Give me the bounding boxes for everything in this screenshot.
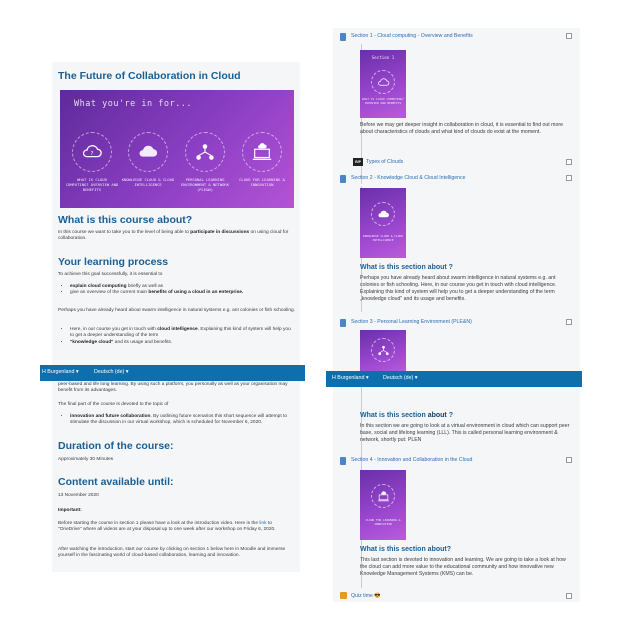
cloud-question-icon (371, 70, 395, 94)
nav-bar-left (40, 365, 305, 381)
section-4-row[interactable] (340, 456, 576, 466)
cloud-icon (128, 132, 168, 172)
sections-panel (333, 28, 580, 602)
banner-title: What you're in for... (74, 99, 192, 109)
important-label: Important: (58, 508, 82, 513)
thumb-caption: CLOUD FOR LEARNING & INNOVATION (365, 518, 401, 526)
section-1-row[interactable] (340, 32, 576, 42)
banner-label-3: PERSONAL LEARNING ENVIRONMENT & NETWORK (PLE&N) (180, 177, 229, 192)
section-2-heading: What is this section about ? (360, 264, 453, 271)
learning-process-list-3: • innovation and future collaboration. By outlining future scenarios this short sequence will attempt to stimulate the discussion in our virtual workshop, which is scheduled for November 6, 2020. (58, 414, 296, 427)
section-1-thumbnail (360, 50, 406, 118)
section-2-row[interactable] (340, 174, 576, 184)
document-icon (340, 319, 346, 327)
document-icon (340, 457, 346, 465)
section-3-description: In this section we are going to look at a virtual environment in cloud which can support peer base, social and lifelong learning (LLL). This is called personal learning environment & network, shortly put: PLEN (360, 423, 570, 443)
section-3-link[interactable]: Section 3 - Personal Learning Environment (PLE&N) (351, 319, 472, 325)
section-4-checkbox[interactable] (566, 457, 572, 463)
learning-process-p3: peer-based and life long learning. By using such a platform, you personally as well as your organisation may benefit from its advantages. (58, 382, 288, 394)
learning-process-heading: Your learning process (58, 256, 169, 268)
language-selector[interactable]: Deutsch (de) ▾ (383, 375, 418, 381)
duration-heading: Duration of the course: (58, 440, 174, 452)
section-4-description: This last section is devoted to innovation and learning. We are going to take a look at how the cloud can add more value to the educational community and how innovative new Knowledge Management Systems (KMS) can be. (360, 557, 566, 577)
section-3-checkbox[interactable] (566, 319, 572, 325)
types-of-clouds-link[interactable]: Types of Clouds (366, 159, 404, 165)
cloud-icon (371, 202, 395, 226)
types-of-clouds-row[interactable] (353, 158, 576, 168)
nav-bar-right (326, 371, 582, 387)
section-2-thumbnail (360, 188, 406, 258)
network-icon (185, 132, 225, 172)
section-1-checkbox[interactable] (566, 33, 572, 39)
banner-label-4: CLOUD FOR LEARNING & INNOVATION (239, 177, 285, 187)
quiz-checkbox-icon (340, 592, 347, 599)
important-text: Before starting the course in section 1 please have a look at the introduction video. Here is the link to "OneDrive" where all videos are at your disposal up to one week after our workshop on Friday 6, 2020. (58, 521, 276, 533)
section-1-link[interactable]: Section 1 - Cloud computing - Overview and Benefits (351, 33, 473, 39)
course-title: The Future of Collaboration in Cloud (58, 70, 241, 82)
course-banner (60, 90, 294, 208)
section-3-heading: What is this section about ? (360, 412, 453, 419)
section-4-link[interactable]: Section 4 - Innovation and Collaboration in the Cloud (351, 457, 473, 463)
section-1-description: Before we may get deeper insight in collaboration in cloud, it is essential to find out more about characteristics of clouds and what kind of clouds do exist at the moment. (360, 122, 564, 135)
thumb-section-label: Section 1 (371, 55, 395, 60)
network-icon (371, 338, 395, 362)
learning-process-p4: The final part of the course is devoted to the topic of (58, 402, 169, 407)
learning-process-list-1: • explain cloud computing briefly as well as • give an overview of the current main benefits of using a cloud in an enterprise. (58, 284, 296, 297)
document-icon (340, 33, 346, 41)
section-4-thumbnail (360, 470, 406, 540)
types-of-clouds-checkbox[interactable] (566, 159, 572, 165)
language-selector[interactable]: Deutsch (de) ▾ (94, 369, 129, 375)
course-overview-panel (52, 62, 300, 572)
document-icon (340, 175, 346, 183)
section-2-description: Perhaps you have already heard about swarm intelligence in natural systems e.g. ant colonies or fish schooling. Here, in our course you get in touch with cloud intelligence. Explaining this kind of system will help you to get a deeper understanding of the term „knowledge cloud" and its usage and benefits. (360, 275, 557, 302)
banner-label-1: WHAT IS CLOUD COMPUTING? OVERVIEW AND BENEFITS (65, 177, 119, 192)
site-name[interactable]: H Burgenland ▾ (332, 375, 369, 381)
after-intro-text: After watching the introduction, start our course by clicking on section 1 below here in Moodle and immerse yourself in the fascinating world of cloud-based collaboration, learning and innovation. (58, 547, 286, 559)
svg-text:?: ? (90, 150, 94, 157)
learning-process-intro: To achieve this goal successfully, it is essential to (58, 272, 163, 277)
section-4-heading: What is this section about? (360, 546, 452, 553)
resource-badge-icon: R/P (353, 158, 363, 166)
thumb-caption: KNOWLEDGE CLOUD & CLOUD INTELLIGENCE (362, 234, 404, 242)
section-3-row[interactable] (340, 318, 576, 328)
laptop-cloud-icon (242, 132, 282, 172)
quiz-row[interactable] (340, 592, 576, 602)
what-is-course-text: In this course we want to take you to the level of being able to participate in discussions on using cloud for collaboration. (58, 230, 289, 242)
cloud-question-icon (72, 132, 112, 172)
learning-process-p2: Perhaps you have already heard about swarm intelligence in natural systems e.g. ant colonies or fish schooling. (58, 308, 296, 313)
onedrive-link[interactable]: link (259, 521, 267, 526)
learning-process-list-2: • Here, in our course you get in touch with cloud intelligence. Explaining this kind of system will help you to get a deeper understanding of the term • "knowledge cloud" and its usage and benefits. (58, 327, 296, 346)
banner-label-2: KNOWLEDGE CLOUD & CLOUD INTELLIGENCE (121, 177, 175, 187)
thumb-caption: WHAT IS CLOUD COMPUTING? OVERVIEW AND BENEFITS (362, 97, 404, 105)
section-2-link[interactable]: Section 2 - Knowledge Cloud & Cloud Intelligence (351, 175, 466, 181)
content-available-heading: Content available until: (58, 476, 174, 488)
section-2-checkbox[interactable] (566, 175, 572, 181)
quiz-link[interactable]: Quiz time 😎 (351, 593, 381, 599)
what-is-course-heading: What is this course about? (58, 214, 193, 226)
content-available-date: 13 November 2020 (58, 493, 99, 498)
site-name[interactable]: H Burgenland ▾ (42, 369, 79, 375)
laptop-cloud-icon (371, 484, 395, 508)
section-3-thumbnail (360, 330, 406, 374)
quiz-checkbox[interactable] (566, 593, 572, 599)
duration-text: Approximately 30 Minutes (58, 457, 114, 462)
